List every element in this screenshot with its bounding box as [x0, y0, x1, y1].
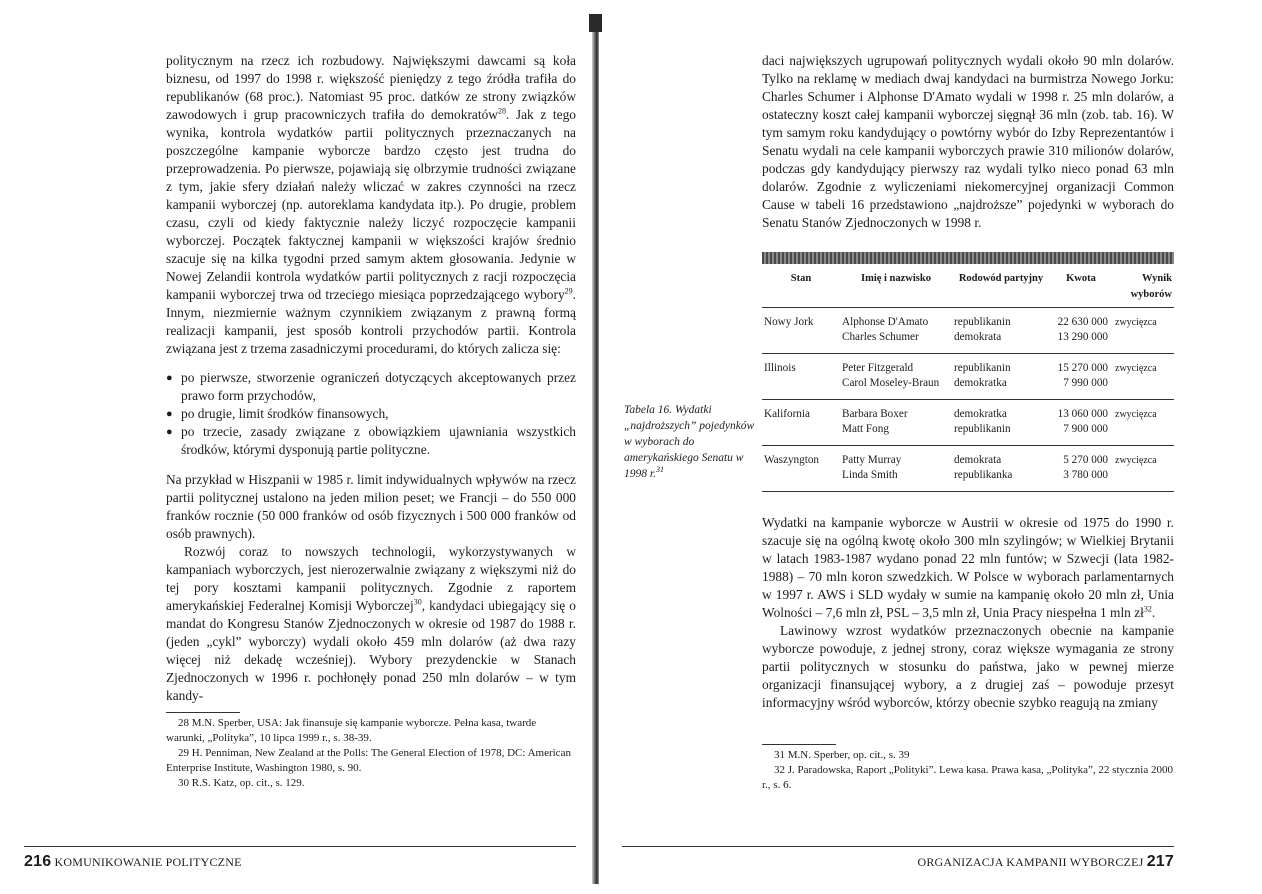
- cell-names: Peter Fitzgerald Carol Moseley-Braun: [842, 362, 940, 389]
- cell-result: zwycięzca: [1115, 363, 1157, 374]
- left-page: [0, 0, 600, 894]
- footer-rule: [622, 846, 1174, 847]
- footnote-rule: [166, 712, 240, 713]
- book-gutter: [592, 14, 599, 884]
- table-row: [762, 308, 1174, 354]
- paragraph-campaign-costs: daci największych ugrupowań politycznych wydali około 90 mln dolarów. Tylko na reklamę w mediach dwaj kandydaci na burmistrza Nowego Jorku: Charles Schumer i Alphonse D'Amato wydali w 1998 r. 25 mln dolarów, a ostateczny koszt całej kampanii wyborczej sięgnął 36 mln (zob. tab. 16). W tym samym roku kandydujący o powtórny wybór do Izby Reprezentantów i Senatu wydali na cele kampanii wyborczych prawie 310 milionów dolarów, podczas gdy kandydujący pierwszy raz wydali tylko nieco ponad 63 mln dolarów. Zgodnie z wyliczeniami niekomercyjnej organizacji Common Cause w tabeli 16 przedstawiono „najdroższe” pojedynki w wyborach do Senatu Stanów Zjednoczonych w 1998 r.: [762, 53, 1174, 230]
- page-number: 216: [24, 853, 52, 870]
- right-footer: [917, 853, 1174, 871]
- cell-names: Barbara Boxer Matt Fong: [842, 408, 908, 435]
- bullet-item: ● po drugie, limit środków finansowych,: [166, 405, 576, 423]
- cell-names: Patty Murray Linda Smith: [842, 454, 902, 481]
- header-state: Stan: [790, 273, 812, 284]
- footer-rule: [24, 846, 576, 847]
- table-header-row: [762, 270, 1174, 308]
- cell-names: Alphonse D'Amato Charles Schumer: [842, 316, 929, 343]
- table-row: [762, 446, 1174, 492]
- footnote-ref-29[interactable]: 29: [564, 286, 573, 296]
- footnote-ref-32[interactable]: 32: [1143, 604, 1152, 614]
- cell-amount: 13 060 000 7 900 000: [1057, 408, 1108, 435]
- bullet-item: ● po trzecie, zasady związane z obowiązkiem ujawniania wszystkich środków, którymi dysponują partie polityczne.: [166, 423, 576, 459]
- right-body-text-lower: [762, 514, 1174, 712]
- cell-party: republikanin demokrata: [954, 316, 1011, 343]
- bullet-list: [166, 369, 576, 459]
- footnote-ref-30[interactable]: 30: [413, 597, 422, 607]
- footnote-ref-28[interactable]: 28: [497, 106, 506, 116]
- table-caption: Tabela 16. Wydatki „najdroższych” pojedynków w wyborach do amerykańskiego Senatu w 1998 r.$^{31}$: [624, 404, 755, 480]
- footnote-29: 29 H. Penniman, New Zealand at the Polls: The General Election of 1978, DC: American Enterprise Institute, Washington 1980, s. 90.: [166, 747, 571, 774]
- table-top-band: [762, 252, 1174, 264]
- footnote-28: 28 M.N. Sperber, USA: Jak finansuje się kampanie wyborcze. Pełna kasa, twarde warunki, „Polityka”, 10 lipca 1999 r., s. 38-39.: [166, 717, 537, 744]
- header-result: Wynik wyborów: [1130, 273, 1172, 300]
- cell-result: zwycięzca: [1115, 455, 1157, 466]
- running-head: KOMUNIKOWANIE POLITYCZNE: [54, 855, 242, 869]
- left-footer: [24, 853, 242, 871]
- cell-amount: 22 630 000 13 290 000: [1057, 316, 1108, 343]
- footnote-30: 30 R.S. Katz, op. cit., s. 129.: [178, 777, 305, 789]
- cell-party: republikanin demokratka: [954, 362, 1011, 389]
- right-body-text: [762, 52, 1174, 232]
- left-footnotes: [166, 716, 576, 791]
- left-body-text: [166, 52, 576, 705]
- table-row: [762, 400, 1174, 446]
- header-amount: Kwota: [1066, 273, 1096, 284]
- bullet-item: ● po pierwsze, stworzenie ograniczeń dotyczących akceptowanych przez prawo form przychodów,: [166, 369, 576, 405]
- cell-state: Nowy Jork: [764, 316, 814, 328]
- cell-amount: 15 270 000 7 990 000: [1057, 362, 1108, 389]
- right-footnotes: [762, 748, 1174, 793]
- paragraph-growth: Lawinowy wzrost wydatków przeznaczonych obecnie na kampanie wyborcze powoduje, z jednej strony, coraz większe wymagania ze strony partii politycznych w stosunku do państwa, jako w pewnej mierze organizacji finansującej wybory, a z drugiej zaś – powoduje przesyt informacyjny wśród wyborców, którzy obecnie szybko reagują na zmiany: [762, 623, 1174, 710]
- right-page: [600, 0, 1262, 894]
- paragraph-spain: Na przykład w Hiszpanii w 1985 r. limit indywidualnych wpływów na rzecz partii politycznej ustalono na jeden milion peset; we Francji – do 550 000 franków rocznie (50 000 franków od osób fizycznych i 500 000 franków od osób prawnych).: [166, 472, 576, 541]
- cell-state: Illinois: [764, 362, 796, 374]
- header-name: Imię i nazwisko: [860, 273, 931, 284]
- running-head: ORGANIZACJA KAMPANII WYBORCZEJ: [917, 855, 1144, 869]
- table-bottom-rule: [762, 491, 1174, 492]
- page-number: 217: [1146, 853, 1174, 870]
- cell-state: Kalifornia: [764, 408, 810, 420]
- paragraph-austria: Wydatki na kampanie wyborcze w Austrii w okresie od 1975 do 1990 r. szacuje się na ogólną kwotę około 300 mln szylingów; w Wielkiej Brytanii w latach 1983-1987 wydano ponad 22 mln funtów; w Szwecji (lata 1982-1988) – 70 mln koron szwedzkich. W Polsce w wyborach parlamentarnych w 1997 r. AWS i SLD wydały w sumie na kampanię około 20 mln zł, Unia Wolności – 7,6 mln zł, PSL – 3,5 mln zł, Unia Pracy niespełna 1 mln $zł^{32}$.: [762, 515, 1174, 620]
- data-table: [762, 270, 1174, 491]
- senate-spending-table: [762, 252, 1174, 492]
- footnote-31: 31 M.N. Sperber, op. cit., s. 39: [774, 749, 910, 761]
- cell-result: zwycięzca: [1115, 409, 1157, 420]
- cell-result: zwycięzca: [1115, 317, 1157, 328]
- table-row: [762, 354, 1174, 400]
- paragraph-donors: politycznym na rzecz ich rozbudowy. Największymi dawcami są koła biznesu, od 1997 do 1998 r. większość pieniędzy z tego źródła trafiła do republikanów (68 proc.). Natomiast 95 proc. datków ze strony związków zawodowych i grup pracowniczych trafiła do demokratów$^{28}$. Jak z tego wynika, kontrola wydatków partii politycznych przeznaczanych na poszczególne kampanie wyborcze bardzo często jest trudna do przeprowadzenia. Po pierwsze, pojawiają się olbrzymie trudności związane z tym, jakie sfery działań należy wliczać w zakres czynności na rzecz kampanii wyborczej (np. autoreklama kandydata itp.). Po drugie, problem czasu, czyli od kiedy faktycznie należy liczyć rozpoczęcie kampanii wyborczej. Początek faktycznej kampanii w większości krajów średnio szacuje się na kilka tygodni przed samym aktem głosowania. Jedynie w Nowej Zelandii kontrola wydatków partii politycznych z racji rozpoczęcia kampanii wyborczej trwa od trzeciego miesiąca poprzedzającego wybory$^{29}$. Innym, niezmiernie ważnym czynnikiem związanym z prawną formą realizacji kampanii, jest sposób kontroli przychodów partii. Kontrola związana jest z trzema zasadniczymi procedurami, do których zalicza się:: [166, 53, 576, 356]
- footnote-ref-31[interactable]: 31: [655, 465, 664, 475]
- footnote-rule: [762, 744, 836, 745]
- cell-party: demokrata republikanka: [954, 454, 1013, 481]
- cell-state: Waszyngton: [764, 454, 820, 466]
- footnote-32: 32 J. Paradowska, Raport „Polityki”. Lewa kasa. Prawa kasa, „Polityka”, 22 stycznia 2000 r., s. 6.: [762, 764, 1173, 791]
- cell-amount: 5 270 000 3 780 000: [1063, 454, 1108, 481]
- paragraph-technology: Rozwój coraz to nowszych technologii, wykorzystywanych w kampaniach wyborczych, jest nierozerwalnie związany z większymi niż do tej pory kosztami kampanii politycznych. Zgodnie z raportem amerykańskiej Federalnej Komisji Wyborczej$^{30}$, kandydaci ubiegający się o mandat do Kongresu Stanów Zjednoczonych w okresie od 1987 do 1988 r. (jeden „cykl” wyborczy) wydali około 459 mln dolarów (aż dwa razy więcej niż dekadę wcześniej). Wybory prezydenckie w Stanach Zjednoczonych w 1996 r. pochłonęły ponad 250 mln dolarów – w tym kandy-: [166, 544, 576, 703]
- cell-party: demokratka republikanin: [954, 408, 1011, 435]
- header-party: Rodowód partyjny: [958, 273, 1044, 284]
